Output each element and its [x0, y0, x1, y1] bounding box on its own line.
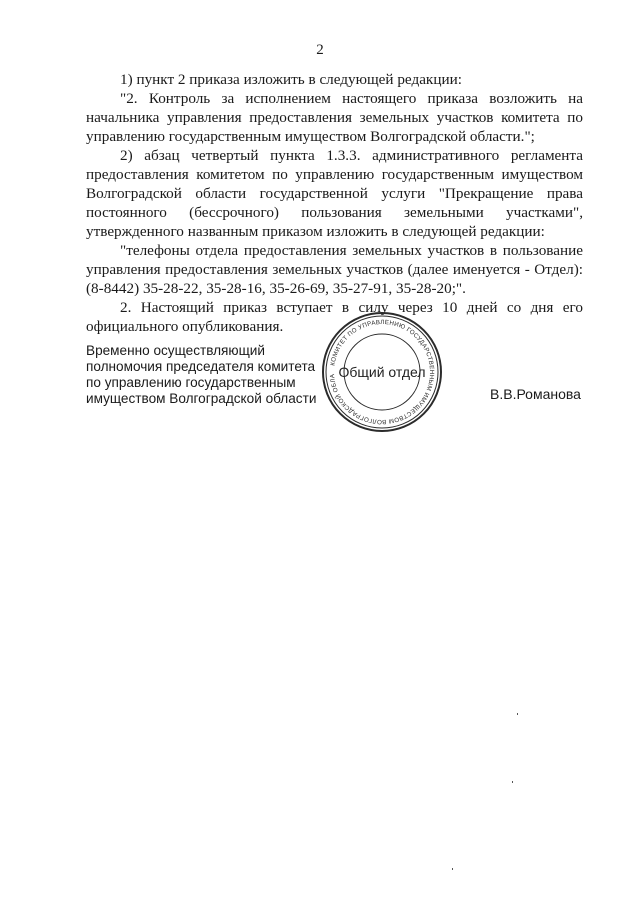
stamp-ring-text: КОМИТЕТ ПО УПРАВЛЕНИЮ ГОСУДАРСТВЕННЫМ ИМУЩЕСТВОМ ВОЛГОГРАДСКОЙ ОБЛА [328, 318, 436, 426]
paragraph-4: "телефоны отдела предоставления земельных участков в пользование управления предоставления земельных участков (далее именуется - Отдел): (8-8442) 35-28-22, 35-28-16, 35-26-69, 35-27-91, 35-28-20;". [86, 242, 583, 297]
signatory-position-line: полномочия председателя комитета [86, 359, 316, 374]
official-stamp [320, 310, 444, 434]
page-number: 2 [316, 42, 324, 58]
signatory-position [86, 343, 326, 407]
signatory-position-line: по управлению государственным [86, 375, 296, 390]
paragraph-5: 2. Настоящий приказ вступает в силу через 10 дней со дня его официального опубликования. [86, 299, 583, 335]
stamp-center-text: Общий отдел [338, 364, 426, 380]
signer-name: В.В.Романова [490, 386, 581, 402]
paragraph-3: 2) абзац четвертый пункта 1.3.3. административного регламента предоставления комитетом по управлению государственным имуществом Волгоградской области государственной услуги "Прекращение права постоянного (бессрочного) пользования земельными участками", утвержденного названным приказом изложить в следующей редакции: [86, 147, 583, 240]
signatory-position-line: Временно осуществляющий [86, 343, 265, 358]
signatory-position-line: имуществом Волгоградской области [86, 391, 317, 406]
paragraph-1: 1) пункт 2 приказа изложить в следующей редакции: [120, 71, 462, 88]
document-body [86, 70, 583, 336]
paragraph-2: "2. Контроль за исполнением настоящего приказа возложить на начальника управления предоставления земельных участков комитета по управлению государственным имуществом Волгоградской области."; [86, 90, 583, 145]
